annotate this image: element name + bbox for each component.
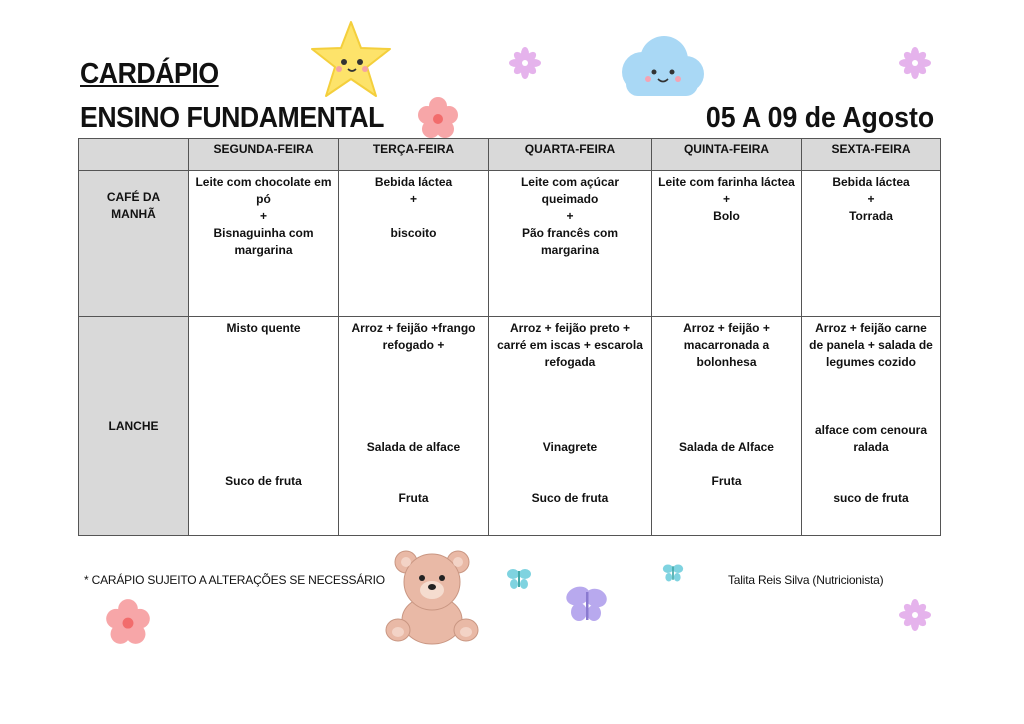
flower-icon <box>898 46 932 80</box>
menu-item-line: Arroz + feijão preto + <box>509 321 631 335</box>
menu-cell <box>802 317 941 536</box>
menu-item-line <box>193 456 334 473</box>
menu-item-line <box>193 354 334 371</box>
menu-item-line <box>493 388 647 405</box>
menu-item-line: de panela + salada de <box>809 338 933 352</box>
menu-item-line: Bolo <box>713 209 740 223</box>
menu-item-line: + <box>566 209 574 223</box>
teddy-bear-icon <box>384 548 480 648</box>
menu-item-line <box>656 456 797 473</box>
day-header: QUARTA-FEIRA <box>489 139 652 171</box>
menu-item-line: Fruta <box>398 491 429 505</box>
table-header-row <box>79 139 941 171</box>
butterfly-icon <box>564 584 610 626</box>
menu-item-line <box>806 473 936 490</box>
menu-item-line <box>493 456 647 473</box>
menu-item-line <box>806 456 936 473</box>
butterfly-icon <box>662 562 684 584</box>
menu-item-line <box>343 208 484 225</box>
menu-item-line <box>656 405 797 422</box>
table-row <box>79 317 941 536</box>
menu-item-line <box>343 473 484 490</box>
menu-item-line <box>193 371 334 388</box>
menu-item-line: Torrada <box>849 209 893 223</box>
menu-item-line <box>806 405 936 422</box>
menu-item-line <box>343 405 484 422</box>
menu-item-line: suco de fruta <box>833 491 909 505</box>
menu-item-line: Suco de fruta <box>225 474 302 488</box>
date-range: 05 A 09 de Agosto <box>705 102 934 134</box>
menu-item-line: Bebida láctea <box>832 175 910 189</box>
day-header: SEGUNDA-FEIRA <box>189 139 339 171</box>
menu-item-line <box>493 422 647 439</box>
menu-item-line: Fruta <box>711 474 742 488</box>
butterfly-icon <box>506 566 532 592</box>
menu-cell <box>189 171 339 317</box>
menu-item-line: Vinagrete <box>542 440 598 454</box>
menu-cell <box>189 317 339 536</box>
menu-cell <box>489 317 652 536</box>
table-row <box>79 171 941 317</box>
menu-item-line <box>343 354 484 371</box>
menu-item-line: refogada <box>544 355 596 369</box>
menu-item-line <box>493 473 647 490</box>
menu-item-line: ralada <box>853 440 889 454</box>
menu-item-line: Leite com chocolate em <box>195 175 332 189</box>
page-subtitle: ENSINO FUNDAMENTAL <box>80 102 384 134</box>
menu-item-line: Arroz + feijão +frango <box>351 321 476 335</box>
menu-item-line: Bebida láctea <box>374 175 453 189</box>
menu-item-line: Arroz + feijão carne <box>815 321 927 335</box>
menu-item-line: margarina <box>234 243 293 257</box>
menu-item-line <box>806 371 936 388</box>
corner-cell <box>79 139 189 171</box>
menu-item-line: bolonhesa <box>696 355 757 369</box>
menu-item-line: alface com cenoura <box>814 423 928 437</box>
menu-cell <box>802 171 941 317</box>
menu-item-line: Bisnaguinha com <box>213 226 314 240</box>
menu-item-line: + <box>867 192 875 206</box>
menu-cell <box>652 317 802 536</box>
menu-item-line <box>656 371 797 388</box>
menu-item-line <box>193 388 334 405</box>
menu-item-line <box>493 371 647 388</box>
menu-item-line: Salada de Alface <box>679 440 774 454</box>
menu-item-line: + <box>259 209 267 223</box>
menu-item-line <box>193 439 334 456</box>
menu-item-line <box>193 337 334 354</box>
menu-item-line <box>656 422 797 439</box>
menu-item-line: biscoito <box>390 226 437 240</box>
flower-icon <box>898 598 932 632</box>
menu-item-line: + <box>409 192 417 206</box>
menu-item-line: carré em iscas + escarola <box>497 338 643 352</box>
menu-item-line: Leite com farinha láctea <box>658 175 795 189</box>
menu-item-line <box>343 371 484 388</box>
menu-item-line: macarronada a <box>683 338 770 352</box>
nutritionist-signature: Talita Reis Silva (Nutricionista) <box>728 573 884 587</box>
menu-item-line: pó <box>256 192 271 206</box>
menu-table <box>78 138 941 536</box>
menu-item-line: Misto quente <box>226 321 301 335</box>
menu-cell <box>652 171 802 317</box>
menu-item-line: Pão francês com <box>521 226 619 240</box>
menu-item-line: Leite com açúcar <box>520 175 620 189</box>
flower-icon <box>416 96 460 140</box>
day-header: QUINTA-FEIRA <box>652 139 802 171</box>
menu-item-line: Suco de fruta <box>531 491 609 505</box>
row-label-snack: LANCHE <box>79 317 189 536</box>
day-header: TERÇA-FEIRA <box>339 139 489 171</box>
menu-item-line: Salada de alface <box>366 440 461 454</box>
menu-cell <box>339 317 489 536</box>
menu-item-line: margarina <box>540 243 600 257</box>
menu-item-line <box>193 422 334 439</box>
flower-icon <box>98 598 158 646</box>
menu-item-line: Arroz + feijão + <box>683 321 770 335</box>
star-icon <box>308 18 394 102</box>
menu-item-line <box>493 405 647 422</box>
page-title: CARDÁPIO <box>80 58 219 90</box>
flower-icon <box>508 46 542 80</box>
cloud-icon <box>612 32 708 104</box>
menu-item-line: queimado <box>541 192 599 206</box>
menu-item-line: refogado + <box>382 338 445 352</box>
menu-item-line <box>193 405 334 422</box>
menu-cell <box>489 171 652 317</box>
menu-cell <box>339 171 489 317</box>
menu-item-line <box>806 388 936 405</box>
menu-item-line <box>343 456 484 473</box>
row-label-breakfast: CAFÉ DA MANHÃ <box>79 171 189 317</box>
menu-item-line <box>343 388 484 405</box>
footer-note: * CARÁPIO SUJEITO A ALTERAÇÕES SE NECESSÁRIO <box>84 573 385 587</box>
day-header: SEXTA-FEIRA <box>802 139 941 171</box>
menu-item-line: + <box>722 192 730 206</box>
menu-item-line: legumes cozido <box>825 355 917 369</box>
menu-item-line <box>656 388 797 405</box>
menu-item-line <box>343 422 484 439</box>
